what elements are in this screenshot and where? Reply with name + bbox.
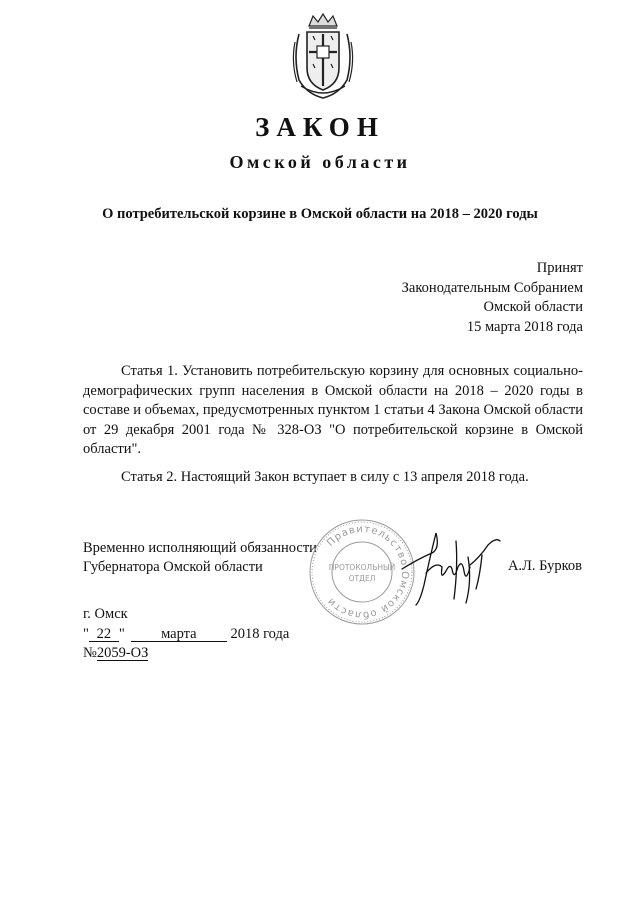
law-subtitle: Омской области	[229, 152, 411, 172]
article-2: Статья 2. Настоящий Закон вступает в силу с 13 апреля 2018 года.	[121, 469, 529, 485]
signatory-position-line-1: Временно исполняющий обязанности	[83, 540, 317, 556]
place-and-date-block	[83, 605, 289, 664]
seal-center-line-2: ОТДЕЛ	[348, 574, 376, 583]
signatory-name: А.Л. Бурков	[507, 558, 582, 574]
law-number-value: 2059-ОЗ	[96, 645, 149, 661]
signing-date: " 22 " марта 2018 года	[83, 625, 290, 642]
signatory-position-line-2: Губернатора Омской области	[83, 559, 263, 575]
law-title: ЗАКОН	[255, 112, 385, 142]
adoption-line-1: Принят	[536, 260, 583, 276]
law-number-prefix: №	[83, 645, 97, 661]
law-name: О потребительской корзине в Омской области на 2018 – 2020 годы	[102, 206, 538, 222]
signing-month: марта	[131, 627, 227, 642]
adoption-line-3: Омской области	[483, 299, 583, 315]
signing-year: 2018 года	[230, 625, 290, 642]
handwritten-signature-icon	[396, 527, 506, 609]
adoption-date: 15 марта 2018 года	[466, 318, 583, 335]
omsk-coat-of-arms-icon	[289, 12, 357, 102]
article-1: Статья 1. Установить потребительскую корзину для основных социально-демографических групп населения в Омской области на 2018 – 2020 годы в составе и объемах, предусмотренных пунктом 1 статьи 4 Закона Омской области от 29 декабря 2001 года № 328-ОЗ "О потребительской корзине в Омской области".	[83, 363, 583, 457]
seal-ring-text: Правительство Омской области	[325, 523, 411, 621]
signing-day: 22	[89, 627, 119, 642]
adoption-block	[402, 259, 583, 337]
adoption-line-2: Законодательным Собранием	[401, 279, 583, 296]
city: г. Омск	[83, 606, 128, 622]
law-number	[83, 644, 289, 664]
signatory-position	[83, 539, 317, 577]
seal-center-line-1: ПРОТОКОЛЬНЫЙ	[328, 563, 396, 572]
